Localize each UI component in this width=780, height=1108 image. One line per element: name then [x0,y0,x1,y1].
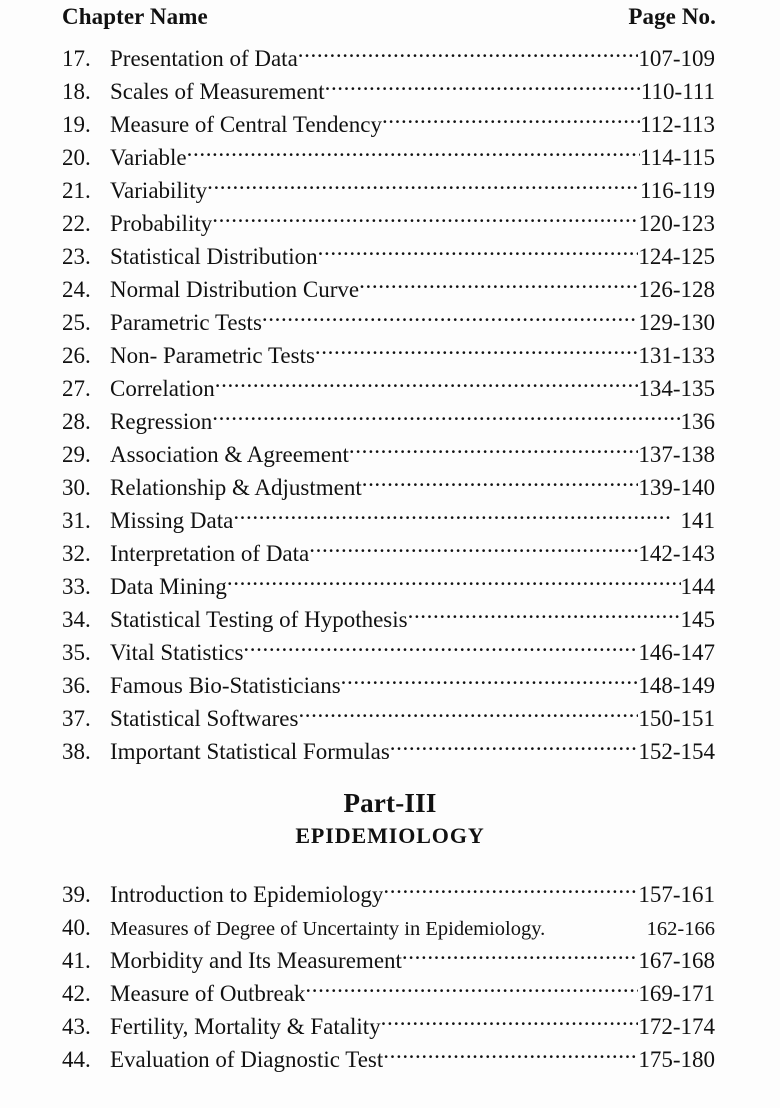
toc-entry-number: 36. [62,673,91,698]
toc-entry-title: Presentation of Data [110,46,298,71]
toc-entry-row[interactable] [0,75,780,108]
toc-entry-title: Measure of Outbreak [110,981,306,1006]
toc-entry-row[interactable] [0,735,780,768]
toc-entry-number: 31. [62,508,91,533]
toc-entry-row[interactable] [0,1043,780,1076]
toc-entry-row[interactable] [0,306,780,339]
toc-entry-number: 28. [62,409,91,434]
toc-dot-leader [318,241,639,264]
toc-entry-title: Evaluation of Diagnostic Test [110,1047,384,1072]
toc-entry-number: 39. [62,882,91,907]
toc-entry-title: Scales of Measurement [110,79,325,104]
toc-entry-title: Non- Parametric Tests [110,343,315,368]
toc-dot-leader [545,915,637,936]
toc-entry-number: 30. [62,475,91,500]
part-title: Part-III [343,788,437,818]
toc-entry-title: Statistical Distribution [110,244,318,269]
toc-dot-leader [402,945,638,968]
toc-entry-row[interactable] [0,504,780,537]
toc-entry-page-number: 150-151 [638,706,715,731]
toc-column-headers [62,4,718,30]
toc-entry-title: Famous Bio-Statisticians [110,673,341,698]
toc-dot-leader [381,1011,639,1034]
toc-entry-number: 33. [62,574,91,599]
toc-entry-page-number: 129-130 [638,310,715,335]
toc-entry-number: 25. [62,310,91,335]
toc-entry-number: 27. [62,376,91,401]
chapter-name-header: Chapter Name [62,4,208,29]
page-no-header: Page No. [628,4,716,29]
toc-entry-title: Introduction to Epidemiology [110,882,384,907]
toc-entry-number: 26. [62,343,91,368]
toc-entry-number: 24. [62,277,91,302]
toc-entry-page-number: 162-166 [646,918,715,940]
toc-entry-row[interactable] [0,339,780,372]
toc-entry-row[interactable] [0,636,780,669]
toc-entry-number: 23. [62,244,91,269]
toc-entry-title: Relationship & Adjustment [110,475,362,500]
toc-entry-page-number: 131-133 [638,343,715,368]
toc-entry-row[interactable] [0,174,780,207]
toc-entry-page-number: 172-174 [638,1014,715,1039]
toc-entry-title: Regression [110,409,213,434]
toc-entry-row[interactable] [0,702,780,735]
toc-entry-number: 34. [62,607,91,632]
toc-entry-title: Interpretation of Data [110,541,310,566]
toc-entry-page-number: 141 [680,508,715,533]
toc-entry-row[interactable] [0,977,780,1010]
toc-entry-number: 44. [62,1047,91,1072]
toc-dot-leader [390,736,639,759]
toc-entry-row[interactable] [0,240,780,273]
toc-entry-page-number: 112-113 [640,112,715,137]
toc-entry-number: 21. [62,178,91,203]
toc-entry-title: Variability [110,178,208,203]
toc-entry-number: 32. [62,541,91,566]
toc-entry-row[interactable] [0,141,780,174]
toc-entry-row[interactable] [0,669,780,702]
toc-entry-number: 35. [62,640,91,665]
toc-dot-leader [262,307,638,330]
toc-entry-title: Data Mining [110,574,227,599]
toc-entry-page-number: 134-135 [638,376,715,401]
toc-entry-page-number: 114-115 [640,145,715,170]
toc-dot-leader [382,109,640,132]
toc-entry-page-number: 142-143 [638,541,715,566]
toc-dot-leader [359,274,638,297]
toc-entry-row[interactable] [0,438,780,471]
toc-entry-row[interactable] [0,944,780,977]
toc-entry-row[interactable] [0,207,780,240]
toc-entry-number: 38. [62,739,91,764]
toc-entry-page-number: 144 [680,574,715,599]
toc-entry-number: 20. [62,145,91,170]
toc-entry-title: Association & Agreement [110,442,349,467]
toc-entry-title: Statistical Softwares [110,706,299,731]
toc-dot-leader [215,373,639,396]
toc-entry-page-number: 175-180 [638,1047,715,1072]
toc-entry-row[interactable] [0,471,780,504]
toc-entry-title: Measures of Degree of Uncertainty in Epidemiology. [110,918,546,940]
toc-entry-page-number: 146-147 [638,640,715,665]
toc-entry-title: Missing Data [110,508,234,533]
toc-dot-leader [298,43,639,66]
toc-entry-title: Important Statistical Formulas [110,739,390,764]
toc-entry-page-number: 167-168 [638,948,715,973]
toc-entry-row[interactable] [0,603,780,636]
toc-entry-row[interactable] [0,405,780,438]
toc-entry-number: 43. [62,1014,91,1039]
toc-entry-row[interactable] [0,1010,780,1043]
toc-entry-page-number: 148-149 [638,673,715,698]
toc-entry-number: 37. [62,706,91,731]
toc-dot-leader [325,76,641,99]
toc-dot-leader [212,406,680,429]
toc-dot-leader [207,175,640,198]
toc-entry-number: 42. [62,981,91,1006]
toc-dot-leader [309,538,638,561]
toc-entry-row[interactable] [0,537,780,570]
toc-dot-leader [305,978,638,1001]
toc-dot-leader [187,142,640,165]
toc-dot-leader [383,1044,638,1067]
toc-dot-leader [408,604,681,627]
toc-entry-row[interactable] [0,878,780,911]
toc-entry-title: Variable [110,145,187,170]
toc-entry-page-number: 145 [680,607,715,632]
toc-dot-leader [233,505,671,528]
toc-entry-page-number: 120-123 [638,211,715,236]
toc-entry-page-number: 157-161 [638,882,715,907]
toc-entry-row[interactable] [0,911,780,944]
toc-entry-title: Probability [110,211,213,236]
toc-entry-list-part-three [0,878,780,1076]
toc-entry-title: Fertility, Mortality & Fatality [110,1014,381,1039]
toc-entry-number: 19. [62,112,91,137]
toc-entry-number: 29. [62,442,91,467]
toc-dot-leader [243,637,638,660]
toc-entry-page-number: 126-128 [638,277,715,302]
toc-dot-leader [383,879,638,902]
toc-entry-page-number: 116-119 [640,178,715,203]
toc-dot-leader [341,670,639,693]
toc-entry-title: Morbidity and Its Measurement [110,948,402,973]
toc-entry-row[interactable] [0,273,780,306]
toc-entry-page-number: 169-171 [638,981,715,1006]
toc-entry-page-number: 107-109 [638,46,715,71]
toc-entry-number: 17. [62,46,91,71]
toc-dot-leader [298,703,638,726]
toc-entry-page-number: 152-154 [638,739,715,764]
toc-entry-page-number: 110-111 [640,79,715,104]
toc-entry-title: Vital Statistics [110,640,244,665]
toc-entry-row[interactable] [0,570,780,603]
toc-entry-page-number: 124-125 [638,244,715,269]
toc-dot-leader [362,472,639,495]
toc-entry-title: Normal Distribution Curve [110,277,360,302]
toc-entry-title: Parametric Tests [110,310,262,335]
toc-entry-row[interactable] [0,372,780,405]
toc-entry-row[interactable] [0,108,780,141]
part-divider [0,786,780,852]
toc-entry-title: Measure of Central Tendency [110,112,382,137]
toc-entry-title: Statistical Testing of Hypothesis [110,607,408,632]
toc-dot-leader [349,439,638,462]
toc-dot-leader [212,208,638,231]
toc-entry-page-number: 139-140 [638,475,715,500]
toc-entry-number: 22. [62,211,91,236]
part-subtitle: EPIDEMIOLOGY [295,823,485,848]
toc-entry-page-number: 136 [680,409,715,434]
toc-entry-number: 40. [62,915,91,940]
toc-dot-leader [227,571,681,594]
toc-entry-number: 18. [62,79,91,104]
toc-entry-title: Correlation [110,376,215,401]
toc-dot-leader [315,340,638,363]
toc-entry-number: 41. [62,948,91,973]
toc-entry-list-part-two [0,42,780,768]
toc-entry-row[interactable] [0,42,780,75]
toc-entry-page-number: 137-138 [638,442,715,467]
